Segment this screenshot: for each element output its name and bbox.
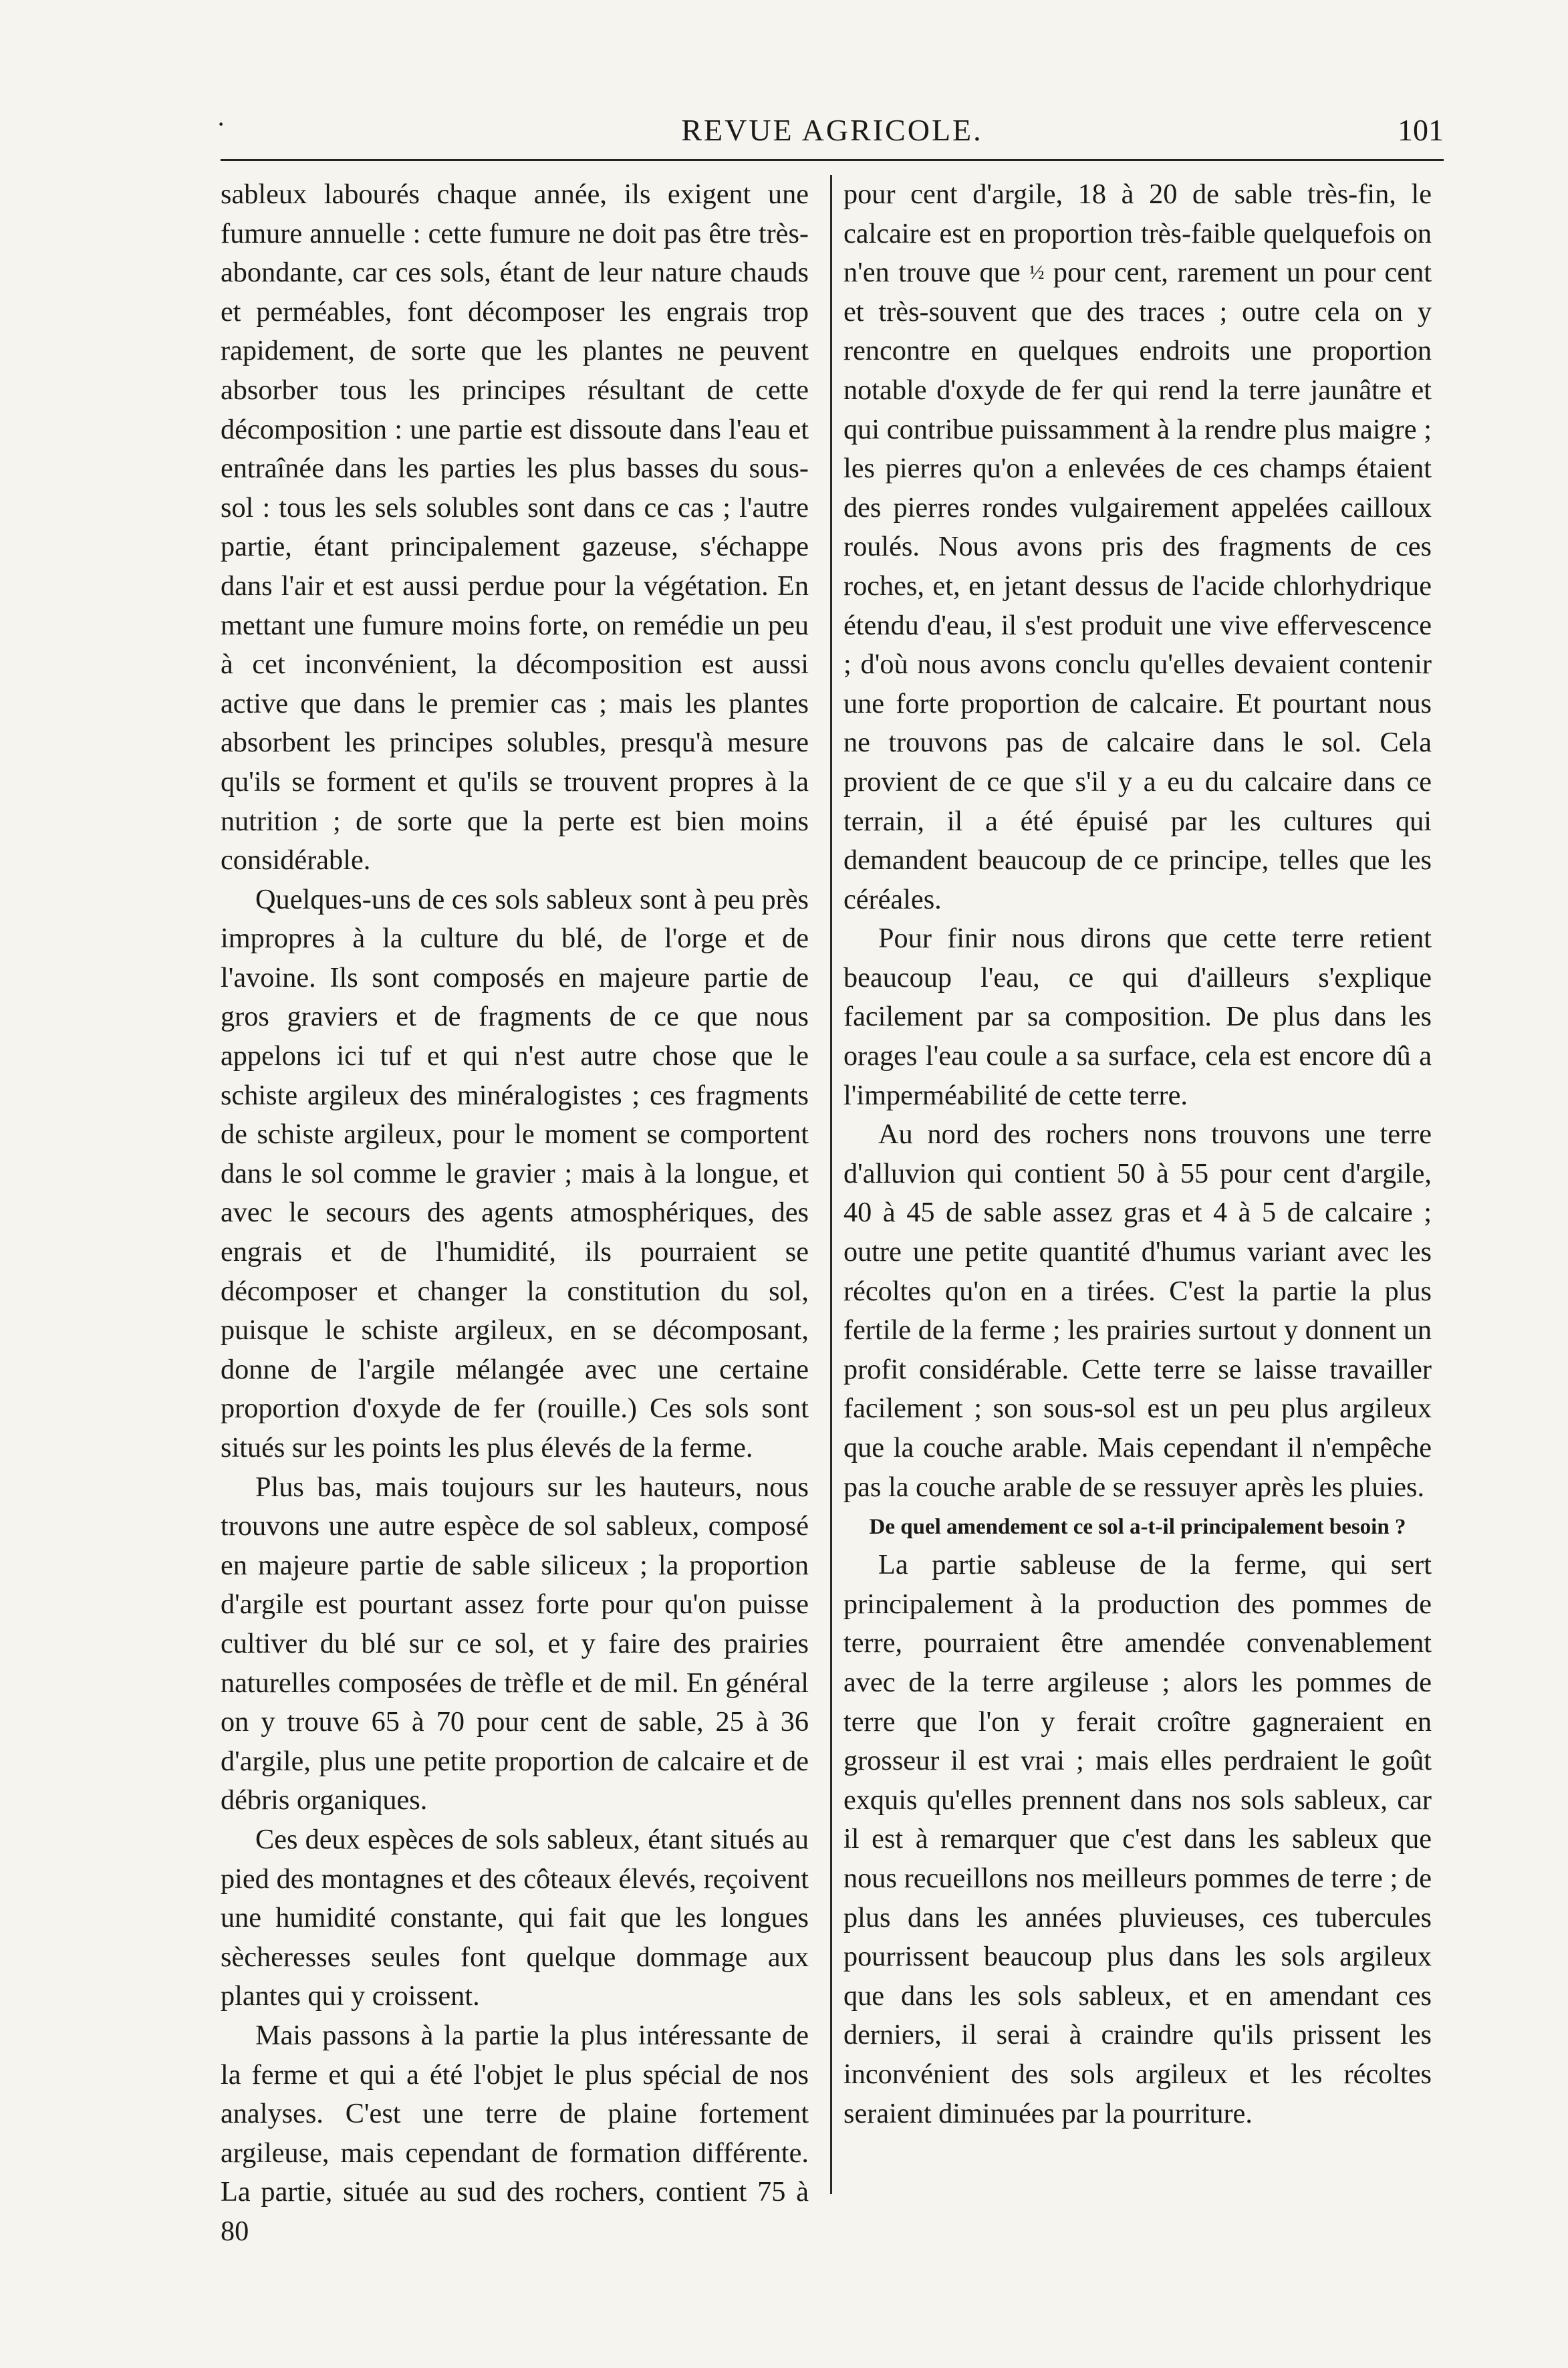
paragraph-text: pour cent, rarement un pour cent et très-souvent que des traces ; outre cela on y rencontre en quelques endroits une proportion notable d'oxyde de fer qui rend la terre jaunâtre et qui contribue puissamment à la rendre plus maigre ; les pierres qu'on a enlevées de ces champs étaient des pierres rondes vulgairement appelées cailloux roulés. Nous avons pris des fragments de ces roches, et, en jetant dessus de l'acide chlorhydrique étendu d'eau, il s'est produit une vive effervescence ; d'où nous avons conclu qu'elles devaient contenir une forte proportion de calcaire. Et pourtant nous ne trouvons pas de calcaire dans le sol. Cela provient de ce que s'il y a eu du calcaire dans ce terrain, il a été épuisé par les cultures qui demandent beaucoup de ce principe, telles que les céréales.: [843, 257, 1432, 915]
paragraph: Pour finir nous dirons que cette terre retient beaucoup l'eau, ce qui d'ailleurs s'explique facilement par sa composition. De plus dans les orages l'eau coule a sa surface, cela est encore dû a l'imperméabilité de cette terre.: [843, 923, 1432, 1111]
fraction: ½: [1029, 261, 1045, 284]
column-divider: [830, 175, 832, 2194]
paragraph: Plus bas, mais toujours sur les hauteurs, nous trouvons une autre espèce de sol sableux, composé en majeure partie de sable siliceux ; la proportion d'argile est pourtant assez forte pour qu'on puisse cultiver du blé sur ce sol, et y faire des prairies naturelles composées de trèfle et de mil. En général on y trouve 65 à 70 pour cent de sable, 25 à 36 d'argile, plus une petite proportion de calcaire et de débris organiques.: [221, 1471, 809, 1816]
paragraph: [843, 175, 1432, 919]
paragraph: Ces deux espèces de sols sableux, étant situés au pied des montagnes et des côteaux élevés, reçoivent une humidité constante, qui fait que les longues sècheresses seules font quelque dommage aux plantes qui y croissent.: [221, 1823, 809, 2012]
running-head: [217, 109, 1444, 152]
left-column: [221, 175, 809, 2251]
paragraph: Quelques-uns de ces sols sableux sont à peu près impropres à la culture du blé, de l'orge et de l'avoine. Ils sont composés en majeure partie de gros graviers et de fragments de ce que nous appelons ici tuf et qui n'est autre chose que le schiste argileux des minéralogistes ; ces fragments de schiste argileux, pour le moment se comportent dans le sol comme le gravier ; mais à la longue, et avec le secours des agents atmosphériques, des engrais et de l'humidité, ils pourraient se décomposer et changer la constitution du sol, puisque le schiste argileux, en se décomposant, donne de l'argile mélangée avec une certaine proportion d'oxyde de fer (rouille.) Ces sols sont situés sur les points les plus élevés de la ferme.: [221, 883, 809, 1463]
paragraph: La partie sableuse de la ferme, qui sert principalement à la production des pommes de terre, pourraient être amendée convenablement avec de la terre argileuse ; alors les pommes de terre que l'on y ferait croître gagneraient en grosseur il est vrai ; mais elles perdraient le goût exquis qu'elles prennent dans nos sols sableux, car il est à remarquer que c'est dans les sableux que nous recueillons nos meilleurs pommes de terre ; de plus dans les années pluvieuses, ces tubercules pourrissent beaucoup plus dans les sols argileux que dans les sols sableux, et en amendant ces derniers, il serai à craindre qu'ils prissent les inconvénient des sols argileux et les récoltes seraient diminuées par la pourriture.: [843, 1549, 1432, 2129]
section-heading: De quel amendement ce sol a-t-il principalement besoin ?: [869, 1515, 1406, 1540]
paragraph: sableux labourés chaque année, ils exigent une fumure annuelle : cette fumure ne doit pas être très-abondante, car ces sols, étant de leur nature chauds et perméables, font décomposer les engrais trop rapidement, de sorte que les plantes ne peuvent absorber tous les principes résultant de cette décomposition : une partie est dissoute dans l'eau et entraînée dans les parties les plus basses du sous-sol : tous les sels solubles sont dans ce cas ; l'autre partie, étant principalement gazeuse, s'échappe dans l'air et est aussi perdue pour la végétation. En mettant une fumure moins forte, on remédie un peu à cet inconvénient, la décomposition est aussi active que dans le premier cas ; mais les plantes absorbent les principes solubles, presqu'à mesure qu'ils se forment et qu'ils se trouvent propres à la nutrition ; de sorte que la perte est bien moins considérable.: [221, 179, 809, 876]
header-rule: [221, 159, 1444, 161]
page-number: 101: [1398, 113, 1444, 147]
paragraph-text: pour cent d'argile, 18 à 20 de sable très-fin, le calcaire est en proportion très-faible quelquefois on n'en trouve que: [843, 179, 1432, 289]
paragraph: Au nord des rochers nons trouvons une terre d'alluvion qui contient 50 à 55 pour cent d'argile, 40 à 45 de sable assez gras et 4 à 5 de calcaire ; outre une petite quantité d'humus variant avec les récoltes qu'on en a tirées. C'est la partie la plus fertile de la ferme ; les prairies surtout y donnent un profit considérable. Cette terre se laisse travailler facilement ; son sous-sol est un peu plus argileux que la couche arable. Mais cependant il n'empêche pas la couche arable de se ressuyer après les pluies.: [843, 1118, 1432, 1503]
paragraph: Mais passons à la partie la plus intéressante de la ferme et qui a été l'objet le plus spécial de nos analyses. C'est une terre de plaine fortement argileuse, mais cependant de formation différente. La partie, située au sud des rochers, contient 75 à 80: [221, 2019, 809, 2247]
journal-title: REVUE AGRICOLE.: [681, 113, 983, 147]
header-dot: ·: [217, 109, 226, 139]
right-column: [843, 175, 1432, 2133]
